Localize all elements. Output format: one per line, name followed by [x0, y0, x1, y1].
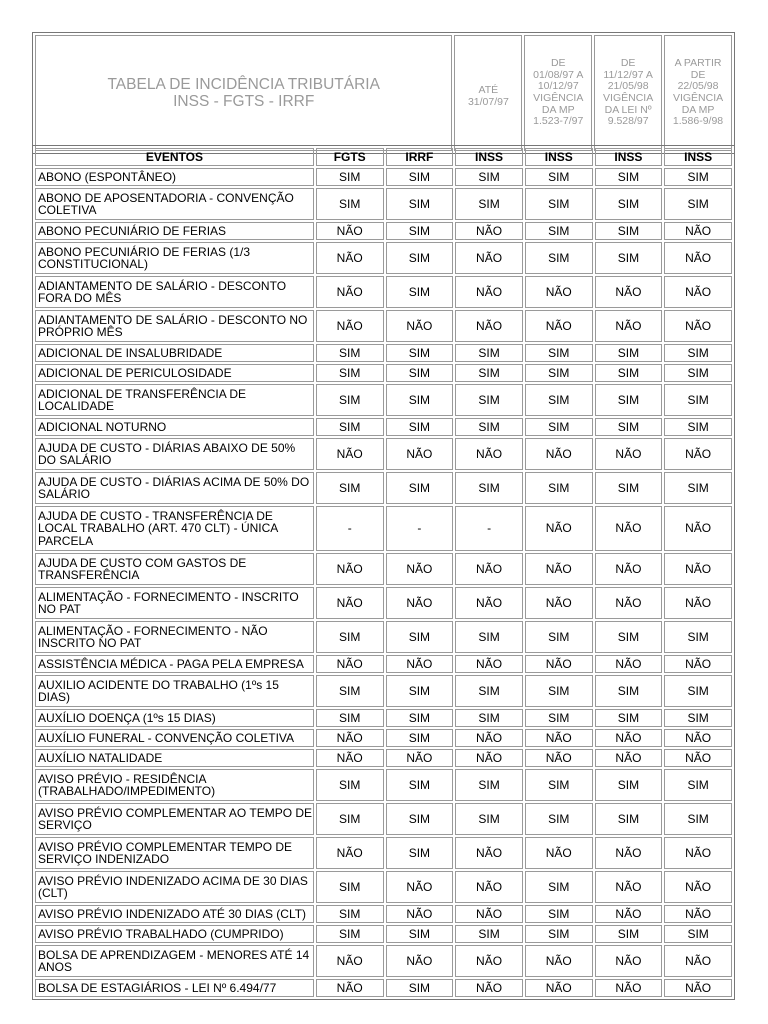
- incidence-cell: SIM: [455, 803, 523, 835]
- table-row: [35, 709, 732, 727]
- event-name: AJUDA DE CUSTO - DIÁRIAS ACIMA DE 50% DO SALÁRIO: [35, 472, 314, 504]
- table-row: [35, 837, 732, 869]
- period-cell: [524, 35, 592, 151]
- period-line: 31/07/97: [467, 96, 509, 108]
- incidence-cell: NÃO: [316, 749, 384, 767]
- incidence-cell: SIM: [595, 344, 663, 362]
- event-name: ASSISTÊNCIA MÉDICA - PAGA PELA EMPRESA: [35, 655, 314, 673]
- column-header-inss: INSS: [455, 148, 523, 166]
- incidence-cell: SIM: [664, 168, 732, 186]
- table-row: [35, 242, 732, 274]
- incidence-cell: SIM: [455, 675, 523, 707]
- table-row: [35, 769, 732, 801]
- incidence-cell: NÃO: [316, 945, 384, 977]
- incidence-cell: NÃO: [595, 310, 663, 342]
- incidence-cell: NÃO: [595, 553, 663, 585]
- header-table: [32, 32, 735, 154]
- period-cell: [594, 35, 662, 151]
- title-line-1: TABELA DE INCIDÊNCIA TRIBUTÁRIA: [107, 76, 380, 93]
- incidence-cell: NÃO: [455, 979, 523, 997]
- table-row: [35, 803, 732, 835]
- incidence-cell: SIM: [595, 188, 663, 220]
- incidence-cell: SIM: [316, 621, 384, 653]
- incidence-cell: NÃO: [664, 242, 732, 274]
- incidence-cell: NÃO: [595, 587, 663, 619]
- period-line: VIGÊNCIA: [603, 92, 654, 104]
- incidence-cell: NÃO: [316, 276, 384, 308]
- period-line: DA LEI Nº: [604, 103, 652, 116]
- table-row: [35, 168, 732, 186]
- incidence-cell: NÃO: [664, 655, 732, 673]
- incidence-cell: -: [455, 506, 523, 551]
- period-cell: [664, 35, 732, 151]
- column-header-irrf: IRRF: [386, 148, 454, 166]
- incidence-cell: NÃO: [455, 837, 523, 869]
- incidence-cell: SIM: [455, 472, 523, 504]
- event-name: ADICIONAL DE INSALUBRIDADE: [35, 344, 314, 362]
- incidence-cell: NÃO: [664, 749, 732, 767]
- incidence-cell: SIM: [664, 188, 732, 220]
- incidence-cell: SIM: [386, 276, 454, 308]
- incidence-cell: NÃO: [664, 871, 732, 903]
- column-header-inss: INSS: [595, 148, 663, 166]
- incidence-cell: SIM: [595, 418, 663, 436]
- table-row: [35, 310, 732, 342]
- incidence-cell: SIM: [525, 364, 593, 382]
- table-row: [35, 871, 732, 903]
- incidence-cell: SIM: [386, 222, 454, 240]
- period-line: 21/05/98: [607, 80, 649, 93]
- incidence-cell: NÃO: [386, 655, 454, 673]
- period-line: 1.523-7/97: [533, 115, 584, 128]
- incidence-cell: SIM: [386, 384, 454, 416]
- event-name: AVISO PRÉVIO COMPLEMENTAR TEMPO DE SERVIÇO INDENIZADO: [35, 837, 314, 869]
- table-row: [35, 621, 732, 653]
- incidence-cell: NÃO: [386, 310, 454, 342]
- incidence-cell: NÃO: [664, 553, 732, 585]
- incidence-cell: NÃO: [664, 222, 732, 240]
- incidence-cell: SIM: [316, 769, 384, 801]
- incidence-cell: NÃO: [455, 276, 523, 308]
- incidence-cell: NÃO: [525, 945, 593, 977]
- column-header-inss: INSS: [525, 148, 593, 166]
- incidence-cell: SIM: [455, 418, 523, 436]
- table-row: [35, 276, 732, 308]
- event-name: AJUDA DE CUSTO - DIÁRIAS ABAIXO DE 50% DO SALÁRIO: [35, 438, 314, 470]
- incidence-cell: SIM: [595, 168, 663, 186]
- incidence-cell: SIM: [316, 344, 384, 362]
- incidence-cell: SIM: [525, 675, 593, 707]
- incidence-cell: NÃO: [386, 871, 454, 903]
- incidence-cell: NÃO: [595, 871, 663, 903]
- incidence-cell: SIM: [525, 769, 593, 801]
- incidence-cell: SIM: [316, 472, 384, 504]
- incidence-cell: SIM: [525, 222, 593, 240]
- incidence-cell: NÃO: [595, 276, 663, 308]
- table-row: [35, 344, 732, 362]
- incidence-cell: NÃO: [316, 222, 384, 240]
- incidence-cell: NÃO: [595, 729, 663, 747]
- period-line: ATÉ: [478, 84, 499, 97]
- period-line: DE: [620, 57, 636, 70]
- incidence-cell: NÃO: [455, 587, 523, 619]
- incidence-cell: NÃO: [455, 871, 523, 903]
- period-line: 22/05/98: [677, 80, 719, 93]
- incidence-cell: NÃO: [386, 905, 454, 923]
- table-row: [35, 945, 732, 977]
- incidence-cell: SIM: [455, 384, 523, 416]
- incidence-cell: SIM: [525, 871, 593, 903]
- incidence-cell: NÃO: [525, 310, 593, 342]
- incidence-cell: SIM: [525, 418, 593, 436]
- incidence-cell: NÃO: [455, 438, 523, 470]
- incidence-cell: SIM: [664, 709, 732, 727]
- incidence-cell: SIM: [595, 472, 663, 504]
- incidence-cell: SIM: [664, 418, 732, 436]
- event-name: BOLSA DE ESTAGIÁRIOS - LEI Nº 6.494/77: [35, 979, 314, 997]
- table-row: [35, 364, 732, 382]
- table-row: [35, 188, 732, 220]
- incidence-cell: SIM: [316, 364, 384, 382]
- period-line: VIGÊNCIA: [533, 92, 584, 104]
- incidence-cell: SIM: [386, 979, 454, 997]
- table-row: [35, 905, 732, 923]
- incidence-cell: NÃO: [525, 276, 593, 308]
- table-row: [35, 472, 732, 504]
- table-row: [35, 729, 732, 747]
- incidence-cell: -: [386, 506, 454, 551]
- incidence-cell: SIM: [316, 675, 384, 707]
- incidence-cell: SIM: [595, 222, 663, 240]
- incidence-cell: NÃO: [455, 945, 523, 977]
- incidence-cell: SIM: [455, 769, 523, 801]
- incidence-cell: SIM: [386, 621, 454, 653]
- incidence-cell: SIM: [525, 621, 593, 653]
- incidence-cell: NÃO: [664, 506, 732, 551]
- incidence-cell: NÃO: [664, 587, 732, 619]
- event-name: AUXILIO ACIDENTE DO TRABALHO (1ºs 15 DIAS): [35, 675, 314, 707]
- event-name: AUXÍLIO FUNERAL - CONVENÇÃO COLETIVA: [35, 729, 314, 747]
- incidence-cell: NÃO: [455, 553, 523, 585]
- incidence-cell: SIM: [386, 675, 454, 707]
- incidence-cell: NÃO: [525, 749, 593, 767]
- incidence-cell: SIM: [664, 384, 732, 416]
- event-name: AVISO PRÉVIO - RESIDÊNCIA (TRABALHADO/IMPEDIMENTO): [35, 769, 314, 801]
- table-body: [35, 168, 732, 997]
- incidence-cell: NÃO: [386, 587, 454, 619]
- period-line: 10/12/97: [537, 80, 579, 93]
- table-row: [35, 979, 732, 997]
- event-name: ADICIONAL DE TRANSFERÊNCIA DE LOCALIDADE: [35, 384, 314, 416]
- incidence-cell: NÃO: [386, 553, 454, 585]
- incidence-cell: SIM: [316, 925, 384, 943]
- event-name: AVISO PRÉVIO COMPLEMENTAR AO TEMPO DE SERVIÇO: [35, 803, 314, 835]
- incidence-cell: SIM: [664, 344, 732, 362]
- incidence-cell: SIM: [595, 242, 663, 274]
- incidence-cell: SIM: [455, 168, 523, 186]
- incidence-cell: SIM: [386, 925, 454, 943]
- event-name: AUXÍLIO DOENÇA (1ºs 15 DIAS): [35, 709, 314, 727]
- incidence-cell: SIM: [316, 418, 384, 436]
- event-name: AUXÍLIO NATALIDADE: [35, 749, 314, 767]
- incidence-cell: SIM: [455, 709, 523, 727]
- incidence-cell: SIM: [386, 709, 454, 727]
- incidence-cell: SIM: [386, 769, 454, 801]
- incidence-cell: -: [316, 506, 384, 551]
- incidence-cell: NÃO: [455, 905, 523, 923]
- incidence-cell: NÃO: [455, 242, 523, 274]
- incidence-cell: NÃO: [595, 438, 663, 470]
- incidence-cell: SIM: [525, 168, 593, 186]
- incidence-cell: NÃO: [595, 749, 663, 767]
- incidence-cell: SIM: [386, 418, 454, 436]
- incidence-cell: SIM: [316, 188, 384, 220]
- incidence-cell: NÃO: [386, 945, 454, 977]
- incidence-cell: NÃO: [386, 749, 454, 767]
- table-row: [35, 553, 732, 585]
- event-name: ADICIONAL DE PERICULOSIDADE: [35, 364, 314, 382]
- column-header-inss: INSS: [664, 148, 732, 166]
- incidence-cell: NÃO: [455, 729, 523, 747]
- event-name: BOLSA DE APRENDIZAGEM - MENORES ATÉ 14 ANOS: [35, 945, 314, 977]
- incidence-cell: NÃO: [664, 729, 732, 747]
- table-row: [35, 925, 732, 943]
- event-name: ABONO (ESPONTÂNEO): [35, 168, 314, 186]
- incidence-cell: SIM: [525, 384, 593, 416]
- event-name: AJUDA DE CUSTO - TRANSFERÊNCIA DE LOCAL TRABALHO (ART. 470 CLT) - ÚNICA PARCELA: [35, 506, 314, 551]
- table-row: [35, 222, 732, 240]
- incidence-cell: SIM: [664, 769, 732, 801]
- incidence-cell: SIM: [595, 769, 663, 801]
- period-line: 9.528/97: [607, 115, 649, 128]
- incidence-cell: NÃO: [455, 310, 523, 342]
- incidence-cell: SIM: [595, 364, 663, 382]
- incidence-cell: SIM: [316, 709, 384, 727]
- period-line: DE: [550, 57, 566, 70]
- incidence-cell: NÃO: [595, 905, 663, 923]
- incidence-cell: SIM: [386, 242, 454, 274]
- incidence-cell: SIM: [455, 188, 523, 220]
- table-row: [35, 418, 732, 436]
- event-name: ABONO PECUNIÁRIO DE FERIAS: [35, 222, 314, 240]
- incidence-cell: SIM: [525, 925, 593, 943]
- incidence-cell: NÃO: [595, 979, 663, 997]
- incidence-cell: SIM: [664, 364, 732, 382]
- incidence-cell: NÃO: [386, 438, 454, 470]
- event-name: AVISO PRÉVIO INDENIZADO ACIMA DE 30 DIAS (CLT): [35, 871, 314, 903]
- column-header-fgts: FGTS: [316, 148, 384, 166]
- incidence-cell: SIM: [595, 925, 663, 943]
- incidence-cell: NÃO: [664, 276, 732, 308]
- incidence-cell: NÃO: [595, 506, 663, 551]
- table-row: [35, 749, 732, 767]
- period-cell: [454, 35, 522, 151]
- incidence-cell: SIM: [525, 242, 593, 274]
- incidence-cell: SIM: [525, 344, 593, 362]
- incidence-cell: SIM: [386, 803, 454, 835]
- incidence-cell: NÃO: [316, 655, 384, 673]
- incidence-cell: SIM: [664, 675, 732, 707]
- incidence-cell: SIM: [316, 384, 384, 416]
- period-line: DA MP: [541, 103, 575, 116]
- incidence-cell: NÃO: [595, 655, 663, 673]
- incidence-cell: SIM: [316, 871, 384, 903]
- event-name: ADICIONAL NOTURNO: [35, 418, 314, 436]
- period-line: 1.586-9/98: [672, 115, 724, 128]
- incidence-cell: SIM: [525, 905, 593, 923]
- incidence-cell: NÃO: [455, 655, 523, 673]
- incidence-cell: NÃO: [664, 837, 732, 869]
- table-title: [35, 35, 452, 151]
- incidence-cell: SIM: [525, 472, 593, 504]
- incidence-cell: SIM: [664, 621, 732, 653]
- incidence-cell: SIM: [455, 621, 523, 653]
- table-row: [35, 506, 732, 551]
- incidence-cell: SIM: [664, 803, 732, 835]
- incidence-cell: NÃO: [316, 553, 384, 585]
- incidence-cell: NÃO: [525, 979, 593, 997]
- incidence-cell: NÃO: [525, 506, 593, 551]
- period-line: DE: [690, 68, 706, 81]
- incidence-cell: NÃO: [316, 979, 384, 997]
- event-name: ALIMENTAÇÃO - FORNECIMENTO - INSCRITO NO PAT: [35, 587, 314, 619]
- incidence-cell: SIM: [664, 472, 732, 504]
- table-row: [35, 587, 732, 619]
- incidence-cell: NÃO: [525, 837, 593, 869]
- incidence-cell: NÃO: [664, 905, 732, 923]
- incidence-cell: SIM: [386, 837, 454, 869]
- incidence-cell: NÃO: [316, 438, 384, 470]
- event-name: ADIANTAMENTO DE SALÁRIO - DESCONTO FORA DO MÊS: [35, 276, 314, 308]
- period-line: A PARTIR: [674, 57, 722, 70]
- incidence-cell: NÃO: [525, 587, 593, 619]
- incidence-cell: SIM: [455, 364, 523, 382]
- incidence-cell: SIM: [386, 344, 454, 362]
- incidence-cell: SIM: [455, 344, 523, 362]
- period-line: 01/08/97 A: [533, 68, 584, 81]
- table-row: [35, 384, 732, 416]
- incidence-cell: SIM: [595, 384, 663, 416]
- column-header-eventos: EVENTOS: [35, 148, 314, 166]
- incidence-cell: NÃO: [525, 438, 593, 470]
- incidence-cell: NÃO: [595, 945, 663, 977]
- event-name: ADIANTAMENTO DE SALÁRIO - DESCONTO NO PRÓPRIO MÊS: [35, 310, 314, 342]
- incidence-cell: NÃO: [316, 729, 384, 747]
- incidence-cell: NÃO: [455, 749, 523, 767]
- column-header-row: [35, 148, 732, 166]
- incidence-cell: SIM: [525, 803, 593, 835]
- incidence-cell: NÃO: [316, 587, 384, 619]
- incidence-cell: SIM: [525, 188, 593, 220]
- period-line: VIGÊNCIA: [672, 92, 724, 104]
- incidence-cell: SIM: [525, 709, 593, 727]
- incidence-cell: NÃO: [664, 310, 732, 342]
- incidence-cell: NÃO: [664, 979, 732, 997]
- incidence-cell: SIM: [386, 188, 454, 220]
- incidence-cell: NÃO: [316, 310, 384, 342]
- incidence-cell: NÃO: [664, 945, 732, 977]
- incidence-cell: NÃO: [455, 222, 523, 240]
- incidence-cell: SIM: [316, 905, 384, 923]
- incidence-cell: NÃO: [525, 655, 593, 673]
- incidence-cell: SIM: [386, 168, 454, 186]
- incidence-cell: NÃO: [595, 837, 663, 869]
- incidence-cell: SIM: [386, 729, 454, 747]
- incidence-cell: NÃO: [525, 729, 593, 747]
- table-row: [35, 655, 732, 673]
- incidence-table: [32, 145, 735, 1000]
- incidence-cell: NÃO: [525, 553, 593, 585]
- event-name: ABONO DE APOSENTADORIA - CONVENÇÃO COLETIVA: [35, 188, 314, 220]
- incidence-cell: SIM: [595, 803, 663, 835]
- table-row: [35, 675, 732, 707]
- period-line: DA MP: [681, 103, 715, 116]
- incidence-cell: SIM: [316, 168, 384, 186]
- incidence-cell: SIM: [316, 803, 384, 835]
- event-name: AJUDA DE CUSTO COM GASTOS DE TRANSFERÊNCIA: [35, 553, 314, 585]
- incidence-cell: SIM: [595, 675, 663, 707]
- incidence-cell: NÃO: [316, 837, 384, 869]
- title-line-2: INSS - FGTS - IRRF: [173, 93, 315, 110]
- event-name: ABONO PECUNIÁRIO DE FERIAS (1/3 CONSTITUCIONAL): [35, 242, 314, 274]
- header-row: [35, 35, 732, 151]
- incidence-cell: SIM: [455, 925, 523, 943]
- incidence-cell: SIM: [386, 472, 454, 504]
- event-name: AVISO PRÉVIO INDENIZADO ATÉ 30 DIAS (CLT): [35, 905, 314, 923]
- incidence-cell: SIM: [386, 364, 454, 382]
- incidence-cell: SIM: [595, 709, 663, 727]
- table-row: [35, 438, 732, 470]
- event-name: ALIMENTAÇÃO - FORNECIMENTO - NÃO INSCRITO NO PAT: [35, 621, 314, 653]
- incidence-cell: NÃO: [316, 242, 384, 274]
- incidence-cell: NÃO: [664, 438, 732, 470]
- incidence-cell: SIM: [595, 621, 663, 653]
- incidence-cell: SIM: [664, 925, 732, 943]
- period-line: 11/12/97 A: [603, 68, 653, 81]
- event-name: AVISO PRÉVIO TRABALHADO (CUMPRIDO): [35, 925, 314, 943]
